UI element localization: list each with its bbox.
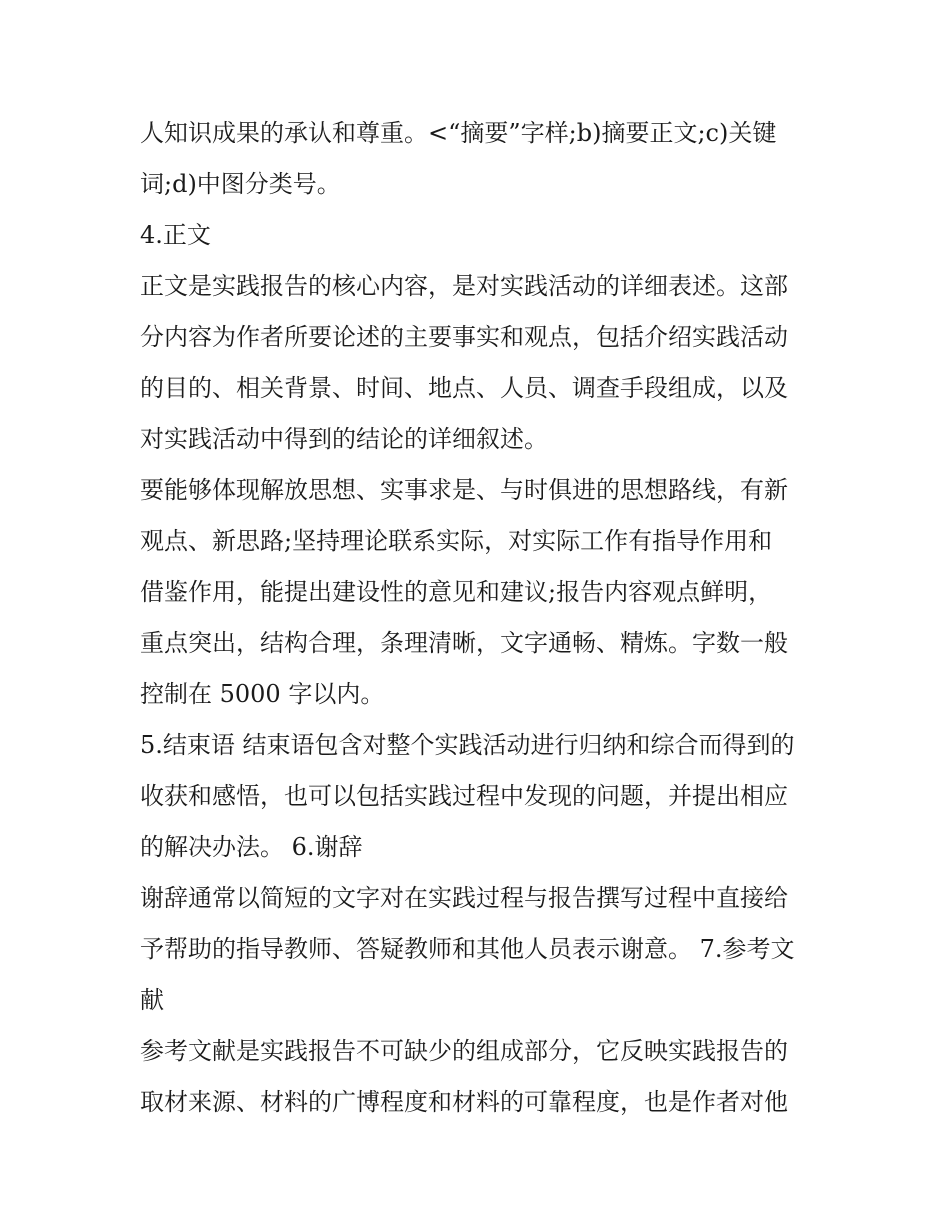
paragraph-abstract-continued [140,108,820,210]
text-line: 取材来源、材料的广博程度和材料的可靠程度，也是作者对他 [140,1088,788,1116]
text-line: 正文是实践报告的核心内容，是对实践活动的详细表述。这部 [140,272,788,300]
text-line: 予帮助的指导教师、答疑教师和其他人员表示谢意。 7.参考文 [140,935,795,963]
text-line: 观点、新思路;坚持理论联系实际，对实际工作有指导作用和 [140,527,773,555]
paragraph-body-description [140,261,820,465]
text-line: 献 [140,986,164,1014]
heading-line: 4.正文 [140,221,211,249]
section-heading-body [140,210,820,261]
paragraph-thanks [140,873,820,1026]
text-line: 人知识成果的承认和尊重。<“摘要”字样;b)摘要正文;c)关键 [140,119,777,147]
text-line: 对实践活动中得到的结论的详细叙述。 [140,425,548,453]
paragraph-references [140,1026,820,1128]
text-line: 谢辞通常以简短的文字对在实践过程与报告撰写过程中直接给 [140,884,788,912]
text-line: 要能够体现解放思想、实事求是、与时俱进的思想路线，有新 [140,476,788,504]
text-line: 5.结束语 结束语包含对整个实践活动进行归纳和综合而得到的 [140,731,795,759]
text-line: 控制在 5000 字以内。 [140,680,385,708]
text-line: 分内容为作者所要论述的主要事实和观点，包括介绍实践活动 [140,323,788,351]
paragraph-conclusion [140,720,820,873]
text-line: 的目的、相关背景、时间、地点、人员、调查手段组成，以及 [140,374,788,402]
text-line: 收获和感悟，也可以包括实践过程中发现的问题，并提出相应 [140,782,788,810]
document-body [140,108,820,1128]
text-line: 借鉴作用，能提出建设性的意见和建议;报告内容观点鲜明， [140,578,773,606]
paragraph-body-requirements [140,465,820,720]
text-line: 词;d)中图分类号。 [140,170,341,198]
text-line: 重点突出，结构合理，条理清晰，文字通畅、精炼。字数一般 [140,629,788,657]
text-line: 的解决办法。 6.谢辞 [140,833,363,861]
text-line: 参考文献是实践报告不可缺少的组成部分，它反映实践报告的 [140,1037,788,1065]
